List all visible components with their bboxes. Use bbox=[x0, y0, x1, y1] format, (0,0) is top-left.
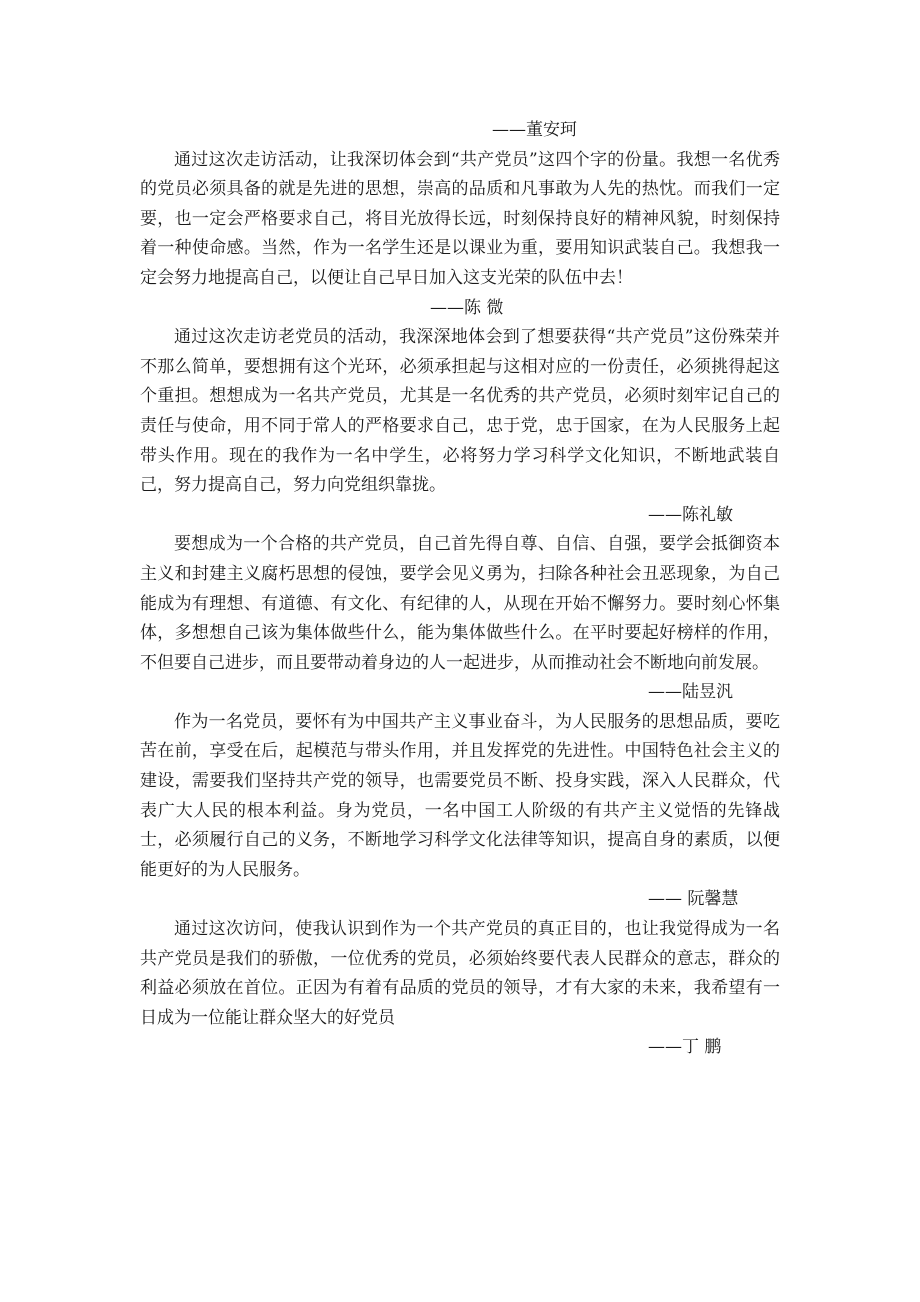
paragraph: 要想成为一个合格的共产党员，自己首先得自尊、自信、自强，要学会抵御资本主义和封建主义腐朽思想的侵蚀，要学会见义勇为，扫除各种社会丑恶现象，为自己能成为有理想、有道德、有文化、有纪律的人，从现在开始不懈努力。要时刻心怀集体，多想想自己该为集体做些什么，能为集体做些什么。在平时要起好榜样的作用，不但要自己进步，而且要带动着身边的人一起进步，从而推动社会不断地向前发展。 bbox=[140, 534, 780, 673]
signature-line bbox=[140, 501, 780, 531]
signature: —— 阮馨慧 bbox=[648, 889, 739, 910]
paragraph: 通过这次走访老党员的活动，我深深地体会到了想要获得“共产党员”这份殊荣并不那么简单，要想拥有这个光环，必须承担起与这相对应的一份责任，必须挑得起这个重担。想想成为一名共产党员，尤其是一名优秀的共产党员，必须时刻牢记自己的责任与使命，用不同于常人的严格要求自己，忠于党，忠于国家，在为人民服务上起带头作用。现在的我作为一名中学生，必将努力学习科学文化知识，不断地武装自己，努力提高自己，努力向党组织靠拢。 bbox=[140, 327, 780, 496]
document-body bbox=[140, 116, 780, 1063]
signature-line bbox=[140, 885, 780, 915]
signature: ——陈 微 bbox=[430, 297, 504, 318]
signature-line bbox=[140, 294, 780, 324]
signature-line bbox=[140, 678, 780, 708]
signature-line bbox=[140, 116, 780, 146]
paragraph: 通过这次访问，使我认识到作为一个共产党员的真正目的，也让我觉得成为一名共产党员是我们的骄傲，一位优秀的党员，必须始终要代表人民群众的意志，群众的利益必须放在首位。正因为有着有品质的党员的领导，才有大家的未来，我希望有一日成为一位能让群众坚大的好党员 bbox=[140, 919, 780, 1028]
signature-line bbox=[140, 1033, 780, 1063]
signature: ——陈礼敏 bbox=[648, 504, 733, 525]
paragraph: 通过这次走访活动，让我深切体会到“共产党员”这四个字的份量。我想一名优秀的党员必须具备的就是先进的思想，崇高的品质和凡事敢为人先的热忱。而我们一定要，也一定会严格要求自己，将目光放得长远，时刻保持良好的精神风貌，时刻保持着一种使命感。当然，作为一名学生还是以课业为重，要用知识武装自己。我想我一定会努力地提高自己，以便让自己早日加入这支光荣的队伍中去！ bbox=[140, 149, 780, 288]
paragraph: 作为一名党员，要怀有为中国共产主义事业奋斗，为人民服务的思想品质，要吃苦在前，享受在后，起模范与带头作用，并且发挥党的先进性。中国特色社会主义的建设，需要我们坚持共产党的领导，也需要党员不断、投身实践，深入人民群众，代表广大人民的根本利益。身为党员，一名中国工人阶级的有共产主义觉悟的先锋战士，必须履行自己的义务，不断地学习科学文化法律等知识，提高自身的素质，以便能更好的为人民服务。 bbox=[140, 711, 780, 880]
signature: ——陆昱汎 bbox=[648, 682, 733, 703]
signature: ——董安珂 bbox=[492, 120, 577, 140]
signature: ——丁 鹏 bbox=[648, 1037, 722, 1058]
